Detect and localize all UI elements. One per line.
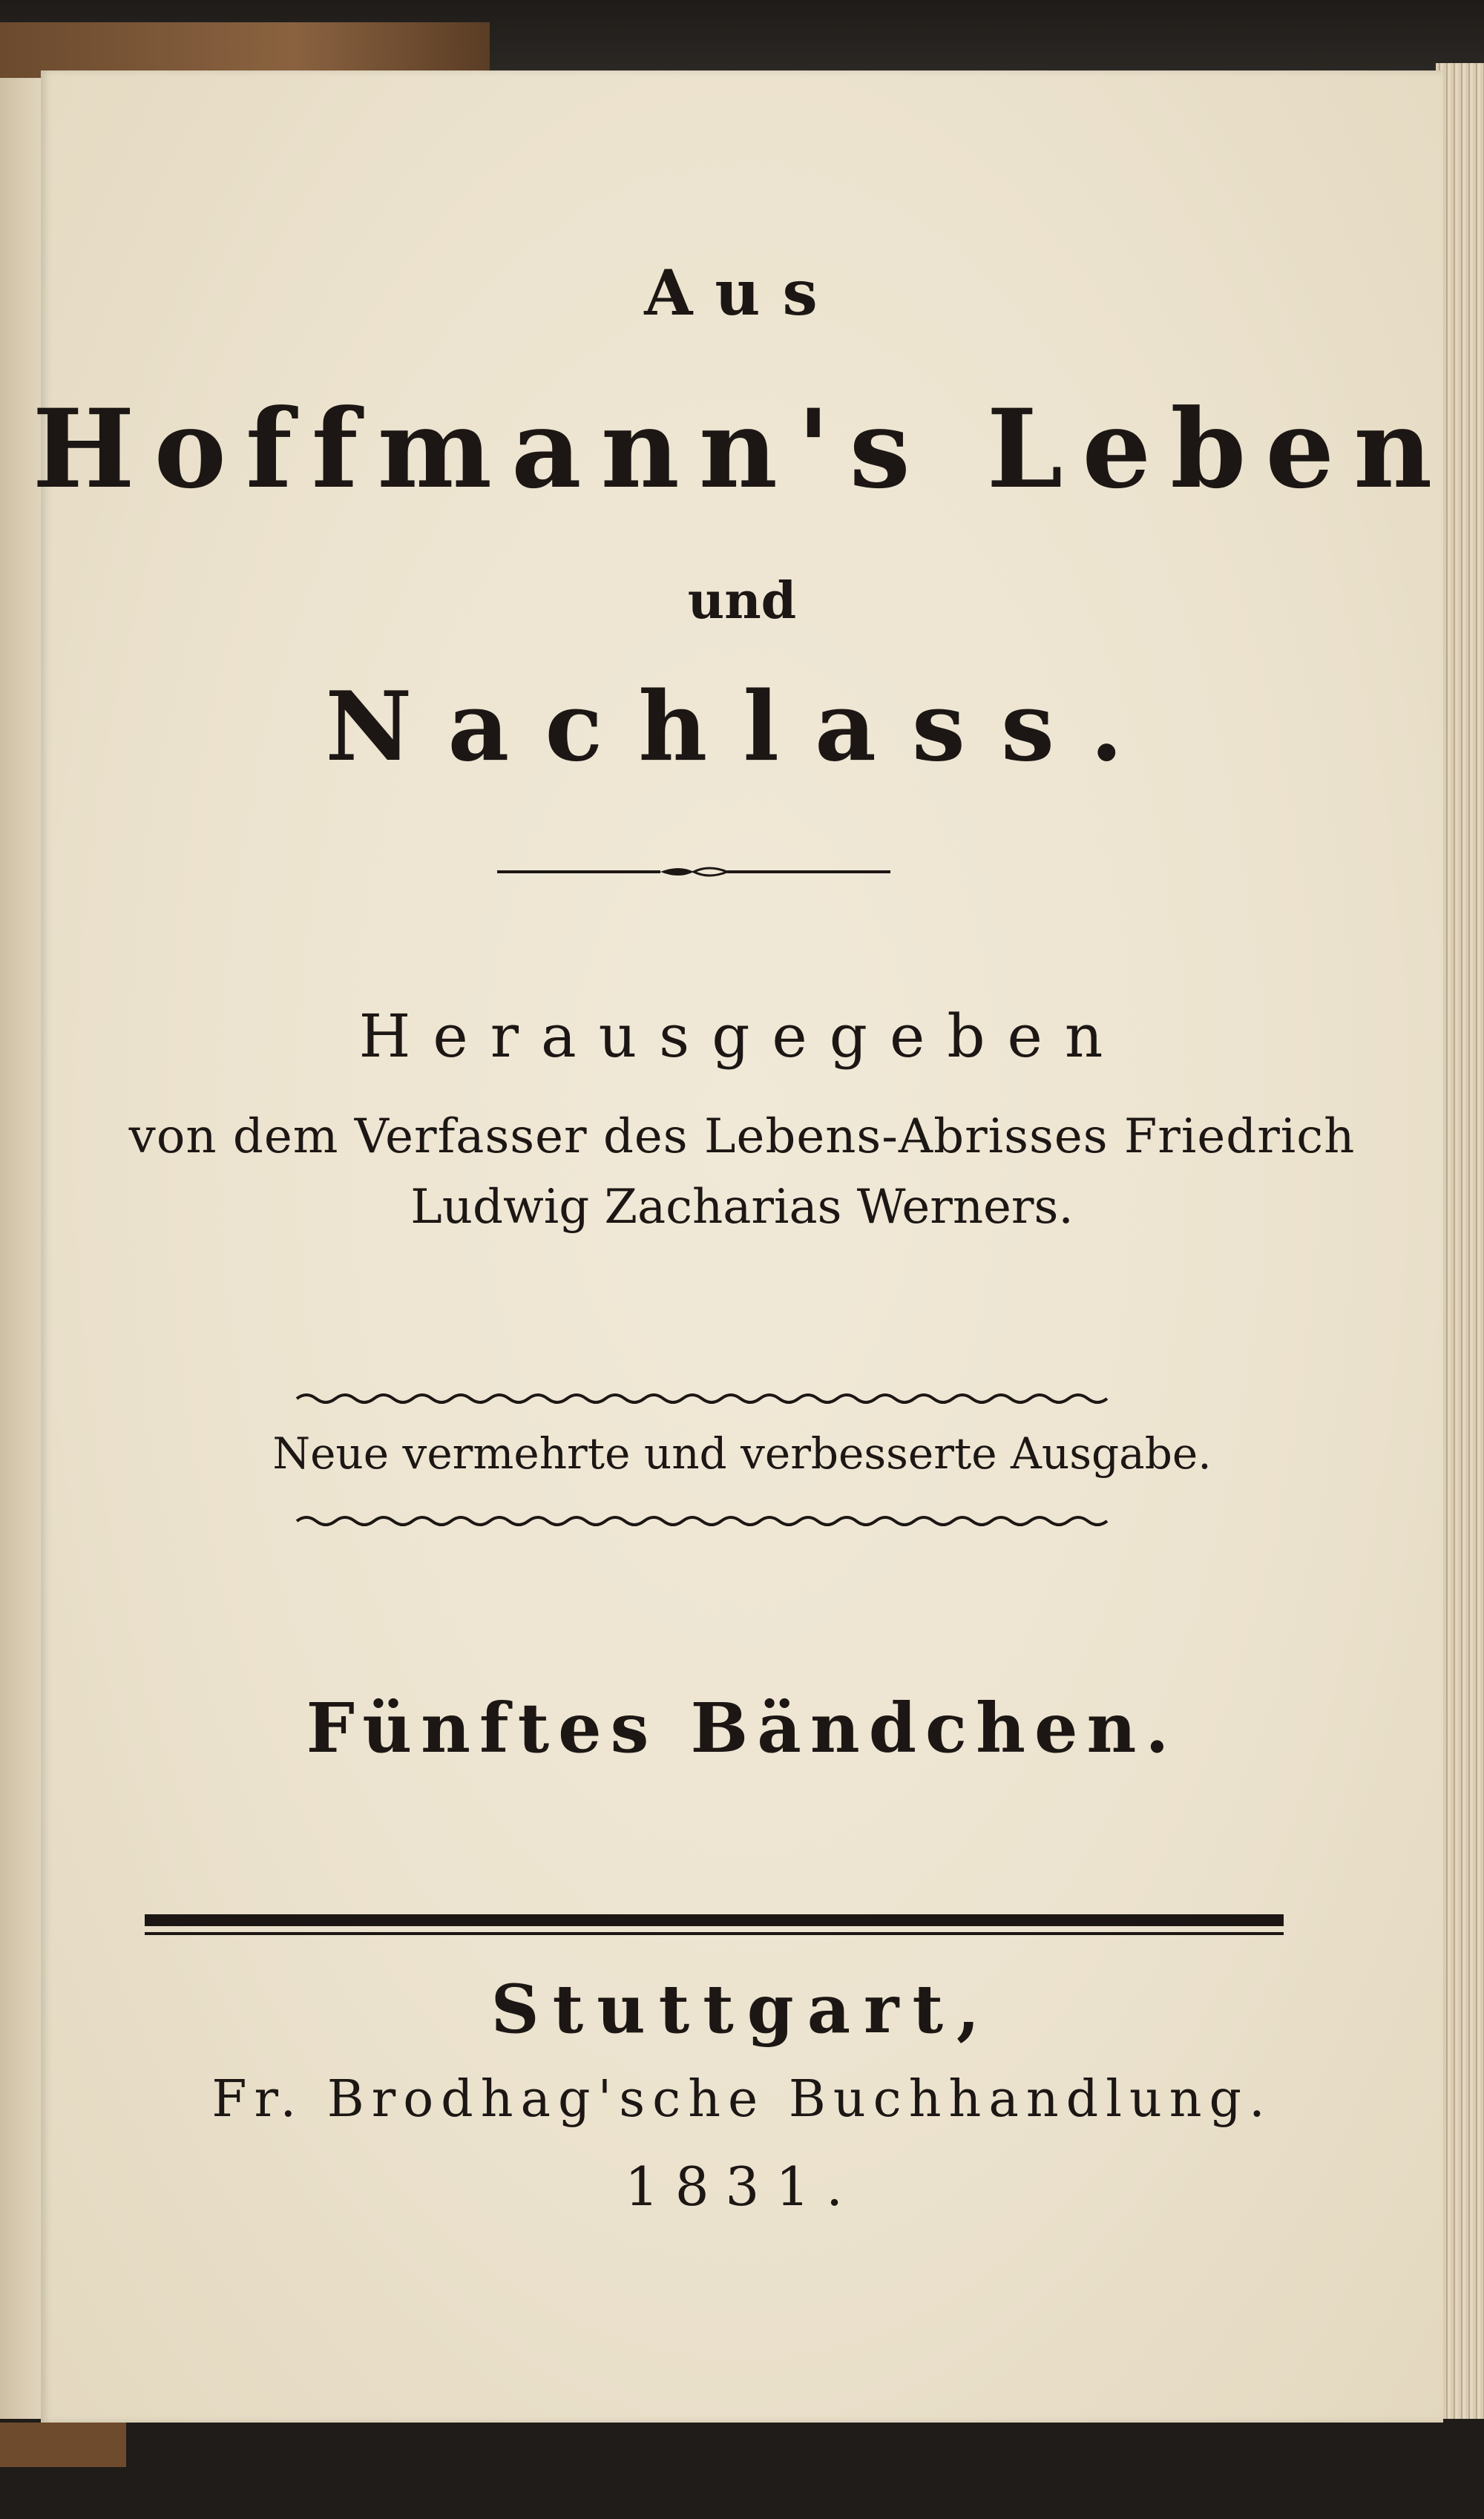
main-title: Hoffmann's Leben — [32, 386, 1452, 513]
leather-binding-bottom — [0, 2423, 126, 2467]
title-line-nachlass: Nachlass. — [325, 671, 1159, 783]
imprint-year: 1831. — [624, 2155, 860, 2218]
wavy-rule-bottom — [293, 1510, 1120, 1532]
imprint-publisher: Fr. Brodhag'sche Buchhandlung. — [211, 2070, 1273, 2129]
flourish-divider — [493, 857, 894, 887]
author-line-2: Ludwig Zacharias Werners. — [410, 1180, 1074, 1235]
wavy-rule-top — [293, 1387, 1120, 1410]
volume-label: Fünftes Bändchen. — [306, 1688, 1178, 1768]
double-rule — [145, 1914, 1284, 1935]
title-line-aus: Aus — [644, 256, 840, 329]
edition-note: Neue vermehrte und verbesserte Ausgabe. — [272, 1428, 1212, 1479]
imprint-city: Stuttgart, — [490, 1970, 994, 2049]
editor-label: Herausgegeben — [358, 1002, 1126, 1071]
author-line-1: von dem Verfasser des Lebens-Abrisses Friedrich — [128, 1109, 1356, 1164]
book-bottom-edge — [0, 2419, 1484, 2519]
title-line-und: und — [687, 571, 797, 631]
